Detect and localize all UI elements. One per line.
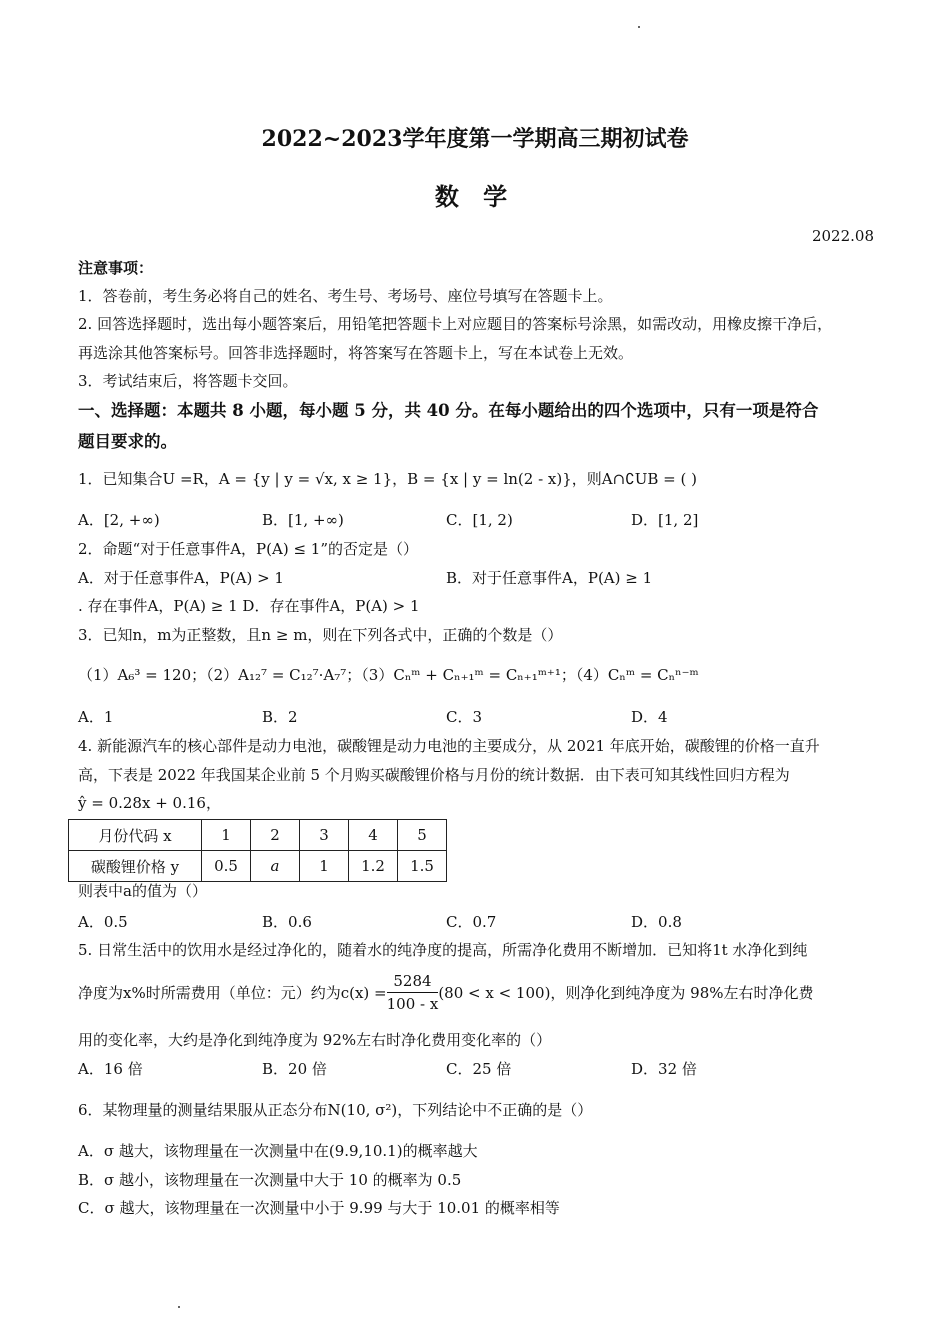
question-4-line1: 4. 新能源汽车的核心部件是动力电池，碳酸锂是动力电池的主要成分，从 2021 年底开始，碳酸锂的价格一直升 xyxy=(78,737,820,755)
table-cell: 碳酸锂价格 y xyxy=(69,851,202,882)
q2-option-cd: . 存在事件A，P(A) ≥ 1 D．存在事件A，P(A) > 1 xyxy=(78,597,420,615)
question-4-line2: 高，下表是 2022 年我国某企业前 5 个月购买碳酸锂价格与月份的统计数据．由下表可知其线性回归方程为 xyxy=(78,766,790,784)
q4-option-b: B．0.6 xyxy=(262,913,312,931)
q4-regression-equation: ŷ = 0.28x + 0.16， xyxy=(78,794,221,812)
question-6-stem: 6．某物理量的测量结果服从正态分布N(10, σ²)，下列结论中不正确的是（） xyxy=(78,1101,593,1119)
section-heading: 一、选择题：本题共 8 小题，每小题 5 分，共 40 分。在每小题给出的四个选项中，只有一项是符合 xyxy=(78,401,819,420)
table-row xyxy=(69,851,447,882)
exam-subject: 数 学 xyxy=(434,182,516,211)
table-cell: 1.5 xyxy=(398,851,447,882)
q4-option-d: D．0.8 xyxy=(631,913,682,931)
table-cell: 1 xyxy=(202,820,251,851)
question-1-stem: 1．已知集合U =R，A = {y | y = √x, x ≥ 1}，B = {x | y = ln(2 - x)}，则A∩∁UB = ( ) xyxy=(78,470,697,488)
table-cell: 1 xyxy=(300,851,349,882)
exam-title: 2022~2023学年度第一学期高三期初试卷 xyxy=(261,126,689,152)
table-cell: 0.5 xyxy=(202,851,251,882)
notice-item: 1．答卷前，考生务必将自己的姓名、考生号、考场号、座位号填写在答题卡上。 xyxy=(78,287,613,305)
section-heading-cont: 题目要求的。 xyxy=(78,432,177,451)
q3-option-d: D．4 xyxy=(631,708,668,726)
q3-option-c: C．3 xyxy=(446,708,483,726)
q1-option-a: A．[2, +∞) xyxy=(78,511,160,529)
q2-option-b: B．对于任意事件A，P(A) ≥ 1 xyxy=(446,569,653,587)
q5-option-b: B．20 倍 xyxy=(262,1060,327,1078)
q4-option-c: C．0.7 xyxy=(446,913,497,931)
q3-formulas: （1）A₆³ = 120；（2）A₁₂⁷ = C₁₂⁷·A₇⁷；（3）Cₙᵐ + Cₙ₊₁ᵐ = Cₙ₊₁ᵐ⁺¹；（4）Cₙᵐ = Cₙⁿ⁻ᵐ xyxy=(78,666,699,684)
question-3-stem: 3．已知n，m为正整数，且n ≥ m，则在下列各式中，正确的个数是（） xyxy=(78,626,563,644)
notice-item: 2. 回答选择题时，选出每小题答案后，用铅笔把答题卡上对应题目的答案标号涂黑，如需改动，用橡皮擦干净后， xyxy=(78,315,833,333)
question-5-line2 xyxy=(78,972,814,1013)
q4-option-a: A．0.5 xyxy=(78,913,128,931)
q6-option-b: B．σ 越小，该物理量在一次测量中大于 10 的概率为 0.5 xyxy=(78,1171,462,1189)
question-2-stem: 2．命题“对于任意事件A，P(A) ≤ 1”的否定是（） xyxy=(78,540,418,558)
table-cell: 2 xyxy=(251,820,300,851)
q5-line2-end: (80 < x < 100)，则净化到纯净度为 98%左右时净化费 xyxy=(438,984,814,1002)
q1-option-c: C．[1, 2) xyxy=(446,511,513,529)
scan-dot-bottom xyxy=(178,1306,180,1308)
table-cell: 5 xyxy=(398,820,447,851)
notice-heading: 注意事项： xyxy=(78,259,154,277)
table-cell: 月份代码 x xyxy=(69,820,202,851)
table-cell: 3 xyxy=(300,820,349,851)
q5-line2-start: 净度为x%时所需费用（单位：元）约为c(x) = xyxy=(78,984,387,1002)
exam-date: 2022.08 xyxy=(811,227,874,245)
q1-option-d: D．[1, 2] xyxy=(631,511,699,529)
table-cell: a xyxy=(251,851,300,882)
table-cell: 1.2 xyxy=(349,851,398,882)
q2-option-a: A．对于任意事件A，P(A) > 1 xyxy=(78,569,284,587)
q5-denominator: 100 - x xyxy=(386,995,439,1013)
q3-option-a: A．1 xyxy=(78,708,114,726)
q5-option-d: D．32 倍 xyxy=(631,1060,697,1078)
question-5-line1: 5. 日常生活中的饮用水是经过净化的，随着水的纯净度的提高，所需净化费用不断增加．已知将1t 水净化到纯 xyxy=(78,941,808,959)
question-5-line3: 用的变化率，大约是净化到纯净度为 92%左右时净化费用变化率的（） xyxy=(78,1031,552,1049)
q5-numerator: 5284 xyxy=(387,972,439,993)
scan-dot-top xyxy=(638,26,640,28)
q5-option-a: A．16 倍 xyxy=(78,1060,143,1078)
q6-option-a: A．σ 越大，该物理量在一次测量中在(9.9,10.1)的概率越大 xyxy=(78,1142,478,1160)
table-cell: 4 xyxy=(349,820,398,851)
q5-fraction xyxy=(387,972,439,1013)
q4-ask: 则表中a的值为（） xyxy=(78,882,207,900)
q6-option-c: C．σ 越大，该物理量在一次测量中小于 9.99 与大于 10.01 的概率相等 xyxy=(78,1199,560,1217)
q3-option-b: B．2 xyxy=(262,708,298,726)
notice-item: 再选涂其他答案标号。回答非选择题时，将答案写在答题卡上，写在本试卷上无效。 xyxy=(78,344,634,362)
q1-option-b: B．[1, +∞) xyxy=(262,511,344,529)
q4-data-table xyxy=(68,819,447,882)
table-row xyxy=(69,820,447,851)
notice-item: 3．考试结束后，将答题卡交回。 xyxy=(78,372,298,390)
q5-option-c: C．25 倍 xyxy=(446,1060,512,1078)
